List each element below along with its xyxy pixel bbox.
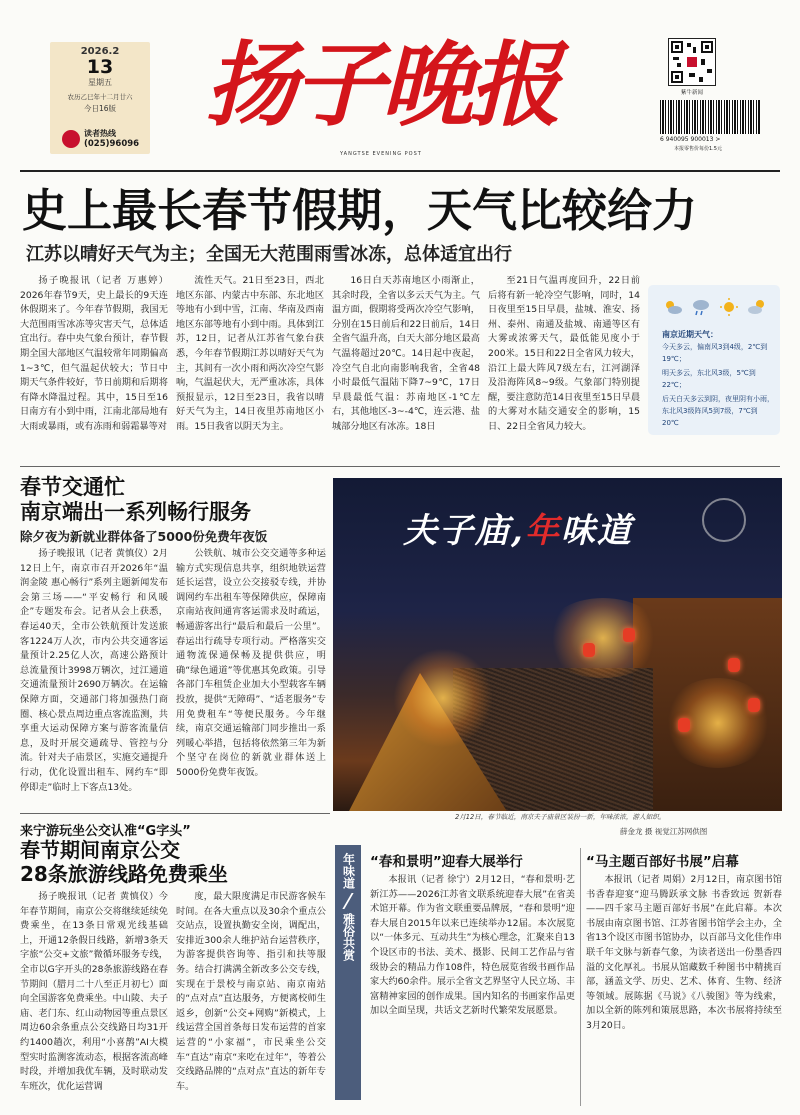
light-glow	[543, 598, 663, 678]
hotline	[54, 128, 146, 152]
date-day: 13	[86, 56, 114, 78]
qr-code-icon[interactable]	[668, 38, 716, 86]
transit-column-1: 扬子晚报讯（记者 黄慎仪）2月12日上午，南京市召开2026年“温润金陵 惠心畅行”系列主题新闻发布会第三场——“平安畅行 和风暖企”专题发布会。记者从会上获悉，春运40天，全市公铁航预计发送旅客1224万人次，市内公共交通客运量预计2.25亿人次，高速公路预计总流量预计3998万辆次，过江通道交通流量预计2690万辆次。在运输保障方面，交通部门将加强热门商圈、核心景点周边重点客流监测，共享重大运动保障方案与游客流量信息，及时开展交通疏导、管控与分流。针对夫子庙景区，实施交通提升行动，优化设置出租车、网约车“即停即走”临时上下客点13处。	[20, 548, 168, 793]
issue-count: 今日16版	[83, 104, 117, 113]
lantern	[728, 658, 740, 672]
weather-today: 今天多云，偏南风3到4级，2℃到19℃；	[662, 343, 768, 363]
photo-title: 夫子庙,年味道	[403, 511, 633, 551]
transit-headline[interactable]: 春节交通忙 南京端出一系列畅行服务	[20, 475, 251, 524]
qr-label: 紫牛新闻	[680, 90, 703, 96]
lantern	[583, 643, 595, 657]
transit-subheadline: 除夕夜为新就业群体备了5000份免费年夜饭	[20, 529, 268, 544]
sidebar-bottom: 雅俗共赏	[341, 913, 356, 961]
spring-exhibit-body: 本报讯（记者 徐宁）2月12日，“春和景明·艺新江苏——2026江苏省文联系统迎春大展”在省美术馆开幕。作为省文联重要品牌展，“春和景明”迎春大展自2015年以来已连续举办12届。本次展览以“一体多元、互动共生”为核心理念，汇聚来自13个设区市的书法、美术、摄影、民间工艺作品与省级协会的精品力作108件，特色展览省级书画作品家大约60余件。展示全省文艺界坚守人民立场、丰富精神家园的创作成果。国内知名的书画家作品更加以全面呈现，共话文艺新时代繁荣发展愿景。	[370, 874, 575, 1017]
bus-column-1: 扬子晚报讯（记者 黄慎仪）今年春节期间，南京公交将继续延续免费乘坐，在13条日常观光线基础上，开通12条假日线路，新增3条天字旅“公交+文旅”微循环服务专线，全市以G字开头的28条旅游线路在春节期间（腊月二十八至正月初七）面向全国游客免费乘坐。中山陵、夫子庙、老门东、红山动物园等重点景区周边60余条重点公交线路日均31开约1400趟次，利用“小喜鹊”AI大模型实时监测客流动态，根据客流高峰时段，并增加我优车辆，及时联动发车班次，优化运营调	[20, 891, 168, 1092]
weather-box	[648, 285, 780, 435]
hotline-label: 读者热线	[84, 129, 116, 138]
price: 本报零售价每份1.5元	[674, 146, 722, 152]
book-exhibit-body: 本报讯（记者 周娟）2月12日，南京图书馆书香春迎宴“迎马腾跃承文脉 书香致远 贺新春——四千家马主题百部好书展”在此启幕。本次书展由南京图书馆、江苏省图书馆学会主办，全省13个设区市图书馆协办，以百部马文化佳作串联千年文脉与新春气象，为读者送出一份墨香四溢的文化厚礼。书展从馆藏数千种图书中精挑百部，涵盖文学、历史、艺术、体育、生物、经济等领域。展陈据《马说》《八骏图》等为线索，加以全新的陈列和策展思路，本次书展将持续至3月20日。	[586, 874, 782, 1031]
barcode-number: 6 940095 900013 >	[660, 136, 721, 143]
weather-day-after: 后天白天多云到阴，夜里阴有小雨，东北风3级阵风5到7级，7℃到20℃	[662, 395, 774, 427]
weather-icons	[662, 297, 772, 321]
fuzimiao-photo[interactable]	[333, 478, 782, 811]
bus-column-2: 度，最大限度满足市民游客候车时间。在各大重点以及30余个重点公交站点，设置执勤安全岗，调配出，安排近300余人维护站台运营秩序，为游客提供咨询等、指引和扶等服务。结合打满满全新改多公交专线，实现在于景校与南京站、南京南站的“点对点”直达服务，方便离校师生返乡，创新“公交+网购”新模式，上线运营全国首条每日发布运营的首家运营的“小家福”，市民乘坐公交车“直达”南京“来吃在过年”，等着公交线路品牌的“点对点”直达的新年专车。	[176, 891, 326, 1092]
hotline-logo-icon	[62, 130, 80, 148]
photo-credit: 薛金龙 摄 视觉江苏网供图	[620, 827, 708, 836]
bus-headline[interactable]: 春节期间南京公交 28条旅游线路免费乘坐	[20, 838, 228, 886]
hotline-number: (025)96096	[84, 139, 140, 149]
book-exhibit-headline[interactable]: “马主题百部好书展”启幕	[586, 854, 739, 870]
newspaper-english-name: YANGTSE EVENING POST	[340, 151, 422, 157]
lead-column-3: 16日白天苏南地区小雨渐止，其余时段，全省以多云天气为主。气温方面，假期将受两次冷空气影响，分别在15日前后和22日前后，14日全省气温升高，白天大部分地区最高气温将超过20℃。14日起中夜起，冷空气自北向南影响我省，全省48小时最低气温陆下降7~9℃，17日早晨最低气温：苏南地区-1℃左右，其他地区-3~-4℃，连云港、盐城部分地区有冰冻。18日	[332, 275, 480, 432]
lead-column-2: 流性天气。21日至23日，西北地区东部、内蒙古中东部、东北地区等地有小到中雪，江南、华南及西南地区东部等地有小到中雨。具体到江苏，12日，记者从江苏省气象台获悉，今年春节假期江苏以晴好天气为主，其间有一次小雨和两次冷空气影响，气温起伏大，无严重冰冻，具体预报显示，12日至23日，我省以晴好天气为主，14日夜里苏南地区小雨。15日我省以阴天为主。	[176, 275, 324, 432]
lead-subheadline: 江苏以晴好天气为主；全国无大范围雨雪冰冻，总体适宜出行	[26, 244, 512, 265]
cloudy-sun-icon	[662, 297, 684, 317]
date-year-month: 2026.2	[80, 46, 120, 57]
cloud-rain-icon	[690, 297, 712, 317]
date-box	[50, 42, 150, 154]
lead-column-4: 至21日气温再度回升，22日前后将有新一轮冷空气影响，同时，14日夜里至15日早晨，盐城、淮安、扬州、泰州、南通及盐城、南通等区有大雾或浓雾天气，最低能见度小于200米。15日和22日全省风力较大，沿江上最大阵风7级左右，江河湖泽及沿海阵风8~9级。气象部门特别提醒，要注意防范14日夜里至15日早晨的大雾对水陆交通安全的影响，15日、22日全省风力较大。	[488, 275, 640, 432]
weather-tomorrow: 明天多云，东北风3级，5℃到22℃；	[662, 369, 756, 389]
culture-divider	[580, 848, 581, 1106]
section-divider-1	[20, 466, 780, 467]
lantern	[748, 698, 760, 712]
barcode	[660, 100, 760, 134]
spring-exhibit-headline[interactable]: “春和景明”迎春大展举行	[370, 854, 523, 870]
masthead-divider	[20, 170, 780, 172]
transit-column-2: 公铁航、城市公交交通等多种运输方式实现信息共享，组织地铁运营延长运营，设立公交接驳专线，并协调网约车出租车等保障供应，保障南京南站夜间通宵客运需求及时疏运，畅通游客出行“最后和最后一公里”。春运出行疏导专项行动。严格落实交通物流保通保畅及提供供应，明确“绿色通道”等优惠其免政策。引导各部门车租赁企业加大小型载客车辆投放，提供“无障碍”、“适老服务”专用免费租车“等便民服务。今年继续，南京交通运输部门同步推出一系列暖心举措，包括将依然第三年为新个坚守在岗位的新就业群体送上5000份免费年夜饭。	[176, 548, 326, 778]
photo-caption: 2月12日，春节临近，南京夫子庙景区装扮一新，年味浓浓，游人如织。	[455, 813, 666, 821]
lead-column-1: 扬子晚报讯（记者 万惠婷）2026年春节9天，史上最长的9天连休假期来了。今年春节假期，我国无大范围雨雪冰冻等灾害天气，总体适宜出行。春中央气象台预计，春节假期全国大部地区气温较常年同期偏高1~3℃，但气温起伏较大；节日中期天气条件较好，节日前期和后期将有降水降温过程。其中，15日至16日南方有小到中雨，江南北部局地有大雨或暴雨，或有冻雨和弱霜暴等对	[20, 275, 168, 432]
lantern	[678, 718, 690, 732]
weekday: 星期五	[88, 78, 112, 87]
lead-headline[interactable]: 史上最长春节假期，天气比较给力	[22, 184, 698, 237]
bus-kicker: 来宁游玩坐公交认准“G字头”	[20, 824, 191, 839]
sidebar-top: 年味道	[341, 853, 356, 889]
culture-sidebar	[335, 845, 361, 1100]
partly-sunny-icon	[746, 297, 768, 317]
weather-title: 南京近期天气：	[662, 330, 718, 339]
sidebar-slash	[342, 893, 353, 909]
sun-icon	[718, 297, 740, 317]
lantern	[623, 628, 635, 642]
light-glow	[393, 648, 493, 748]
moon-ornament	[702, 498, 746, 542]
lunar-date: 农历乙巳年十二月廿六	[67, 93, 133, 101]
newspaper-title: 扬子晚报	[205, 31, 558, 139]
section-divider-2	[20, 813, 330, 814]
